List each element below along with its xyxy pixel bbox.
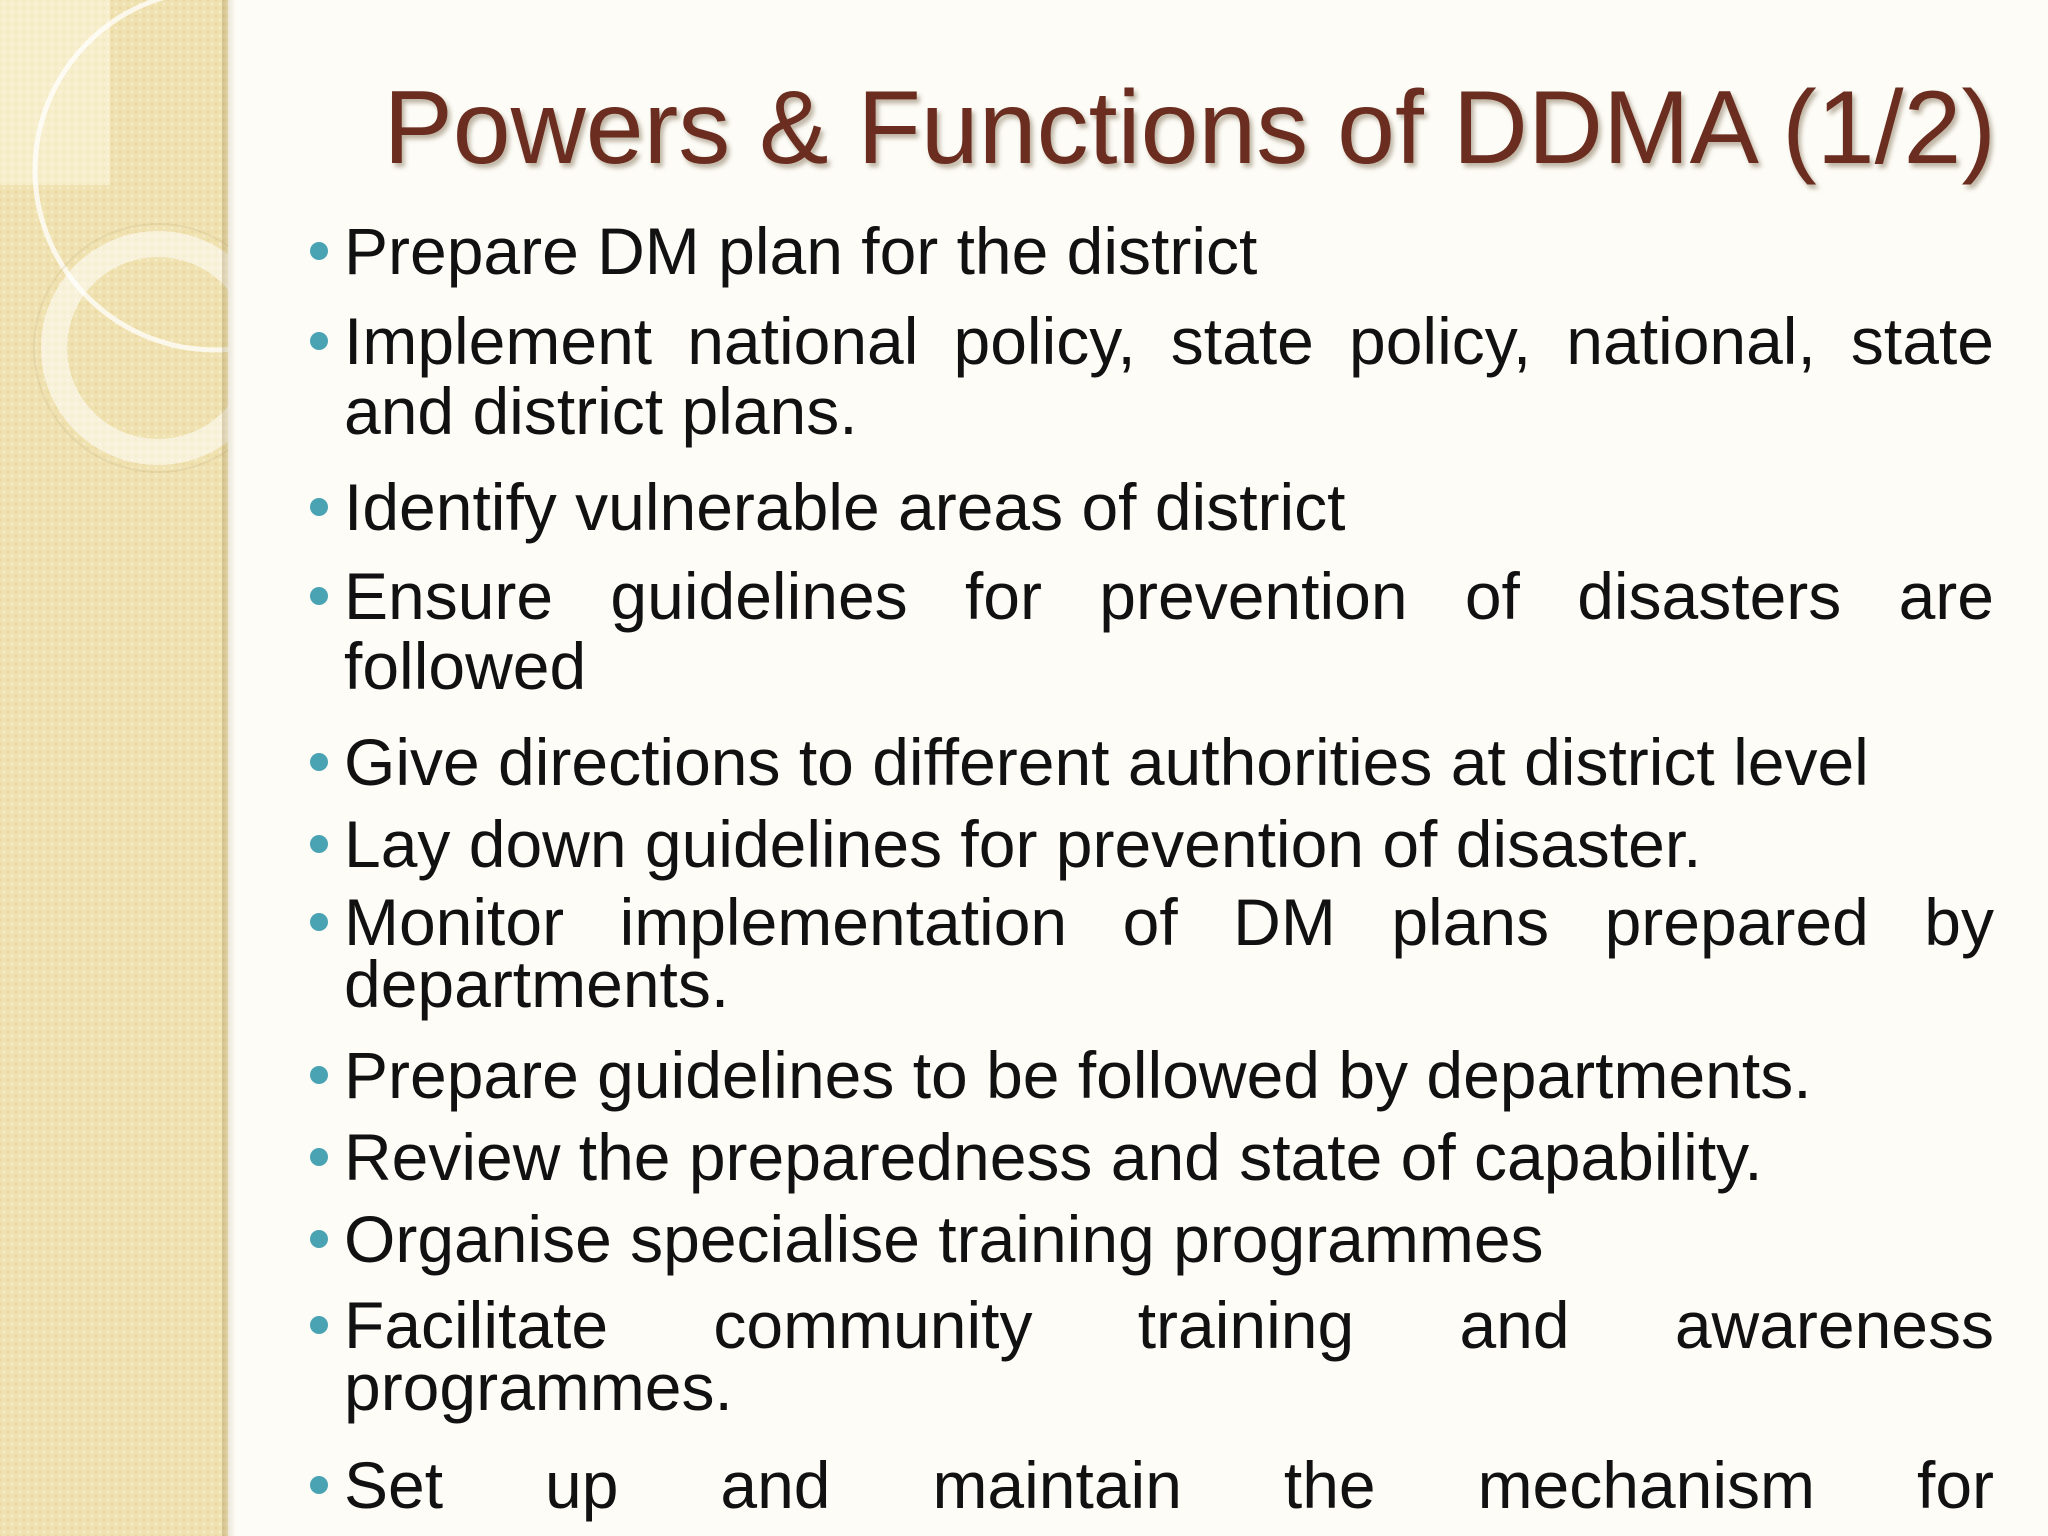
bullet-marker-icon — [310, 835, 328, 853]
slide-content — [228, 0, 2048, 1536]
decorative-circles — [0, 0, 228, 1536]
bullet-marker-icon — [310, 1476, 328, 1494]
bullet-marker-icon — [310, 1148, 328, 1166]
bullet-item: Review the preparedness and state of capability. — [344, 1122, 1994, 1192]
bullet-item: Lay down guidelines for prevention of disaster. — [344, 809, 1994, 879]
bullet-item: Prepare guidelines to be followed by departments. — [344, 1040, 1994, 1110]
bullet-marker-icon — [310, 332, 328, 350]
bullet-marker-icon — [310, 242, 328, 260]
bullet-item: Set up and maintain the mechanism for — [344, 1450, 1994, 1520]
decorative-sidebar — [0, 0, 228, 1536]
bullet-marker-icon — [310, 1066, 328, 1084]
bullet-marker-icon — [310, 1316, 328, 1334]
bullet-marker-icon — [310, 913, 328, 931]
bullet-marker-icon — [310, 587, 328, 605]
bullet-item: Identify vulnerable areas of district — [344, 472, 1994, 542]
bullet-marker-icon — [310, 1230, 328, 1248]
bullet-item: Prepare DM plan for the district — [344, 216, 1994, 286]
bullet-item: Monitor implementation of DM plans prepared by departments. — [344, 891, 1994, 1015]
bullet-item: Give directions to different authorities at district level — [344, 727, 1994, 797]
bullet-marker-icon — [310, 753, 328, 771]
bullet-item: Facilitate community training and awareness programmes. — [344, 1294, 1994, 1418]
bullet-item: Ensure guidelines for prevention of disasters are followed — [344, 561, 1994, 701]
bullet-item: Implement national policy, state policy, national, state and district plans. — [344, 306, 1994, 446]
slide-title: Powers & Functions of DDMA (1/2) — [383, 70, 1996, 186]
bullet-marker-icon — [310, 498, 328, 516]
bullet-item: Organise specialise training programmes — [344, 1204, 1994, 1274]
